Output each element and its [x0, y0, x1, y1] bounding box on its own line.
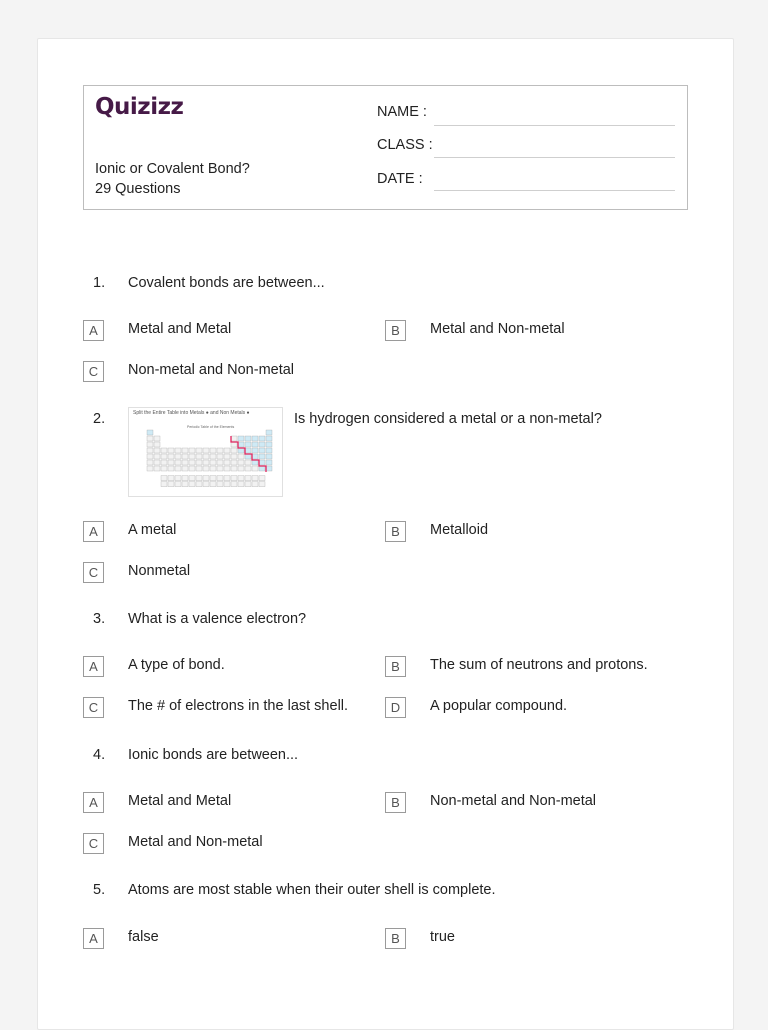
periodic-element-cell: [210, 482, 216, 487]
periodic-element-cell: [147, 436, 153, 441]
periodic-element-cell: [245, 442, 251, 447]
periodic-element-cell: [161, 448, 167, 453]
periodic-element-cell: [252, 454, 258, 459]
periodic-element-cell: [266, 430, 272, 435]
periodic-element-cell: [252, 482, 258, 487]
periodic-element-cell: [238, 482, 244, 487]
periodic-element-cell: [210, 466, 216, 471]
question-count: 29 Questions: [95, 181, 181, 197]
name-label: NAME :: [377, 104, 427, 120]
periodic-element-cell: [266, 436, 272, 441]
option-text: A popular compound.: [430, 698, 568, 714]
periodic-element-cell: [189, 476, 195, 481]
periodic-element-cell: [203, 466, 209, 471]
periodic-element-cell: [182, 476, 188, 481]
periodic-element-cell: [154, 466, 160, 471]
periodic-element-cell: [252, 460, 258, 465]
periodic-element-cell: [259, 448, 265, 453]
periodic-element-cell: [259, 482, 265, 487]
periodic-element-cell: [182, 448, 188, 453]
option-letter-box: B: [385, 928, 406, 949]
option-text: Metal and Metal: [128, 321, 232, 337]
option-letter-box: C: [83, 562, 104, 583]
periodic-element-cell: [147, 430, 153, 435]
periodic-element-cell: [252, 442, 258, 447]
question-text: Atoms are most stable when their outer shell is complete.: [128, 882, 496, 898]
periodic-element-cell: [224, 476, 230, 481]
periodic-element-cell: [224, 482, 230, 487]
option-letter-box: A: [83, 928, 104, 949]
periodic-element-cell: [175, 460, 181, 465]
periodic-element-cell: [203, 454, 209, 459]
periodic-element-cell: [266, 460, 272, 465]
option-text: Metal and Non-metal: [430, 321, 565, 337]
periodic-element-cell: [266, 466, 272, 471]
periodic-element-cell: [189, 448, 195, 453]
periodic-element-cell: [238, 460, 244, 465]
periodic-element-cell: [259, 436, 265, 441]
option-letter-box: B: [385, 656, 406, 677]
periodic-element-cell: [175, 482, 181, 487]
option-letter-box: D: [385, 697, 406, 718]
periodic-element-cell: [266, 442, 272, 447]
periodic-element-cell: [161, 466, 167, 471]
periodic-element-cell: [210, 460, 216, 465]
periodic-element-cell: [252, 466, 258, 471]
periodic-element-cell: [182, 460, 188, 465]
periodic-element-cell: [175, 454, 181, 459]
option-text: false: [128, 929, 159, 945]
periodic-element-cell: [161, 476, 167, 481]
option-letter-box: B: [385, 320, 406, 341]
option-letter-box: A: [83, 521, 104, 542]
periodic-element-cell: [168, 454, 174, 459]
periodic-element-cell: [196, 466, 202, 471]
periodic-element-cell: [175, 448, 181, 453]
periodic-element-cell: [259, 466, 265, 471]
periodic-element-cell: [238, 436, 244, 441]
periodic-element-cell: [189, 454, 195, 459]
option-letter-box: A: [83, 656, 104, 677]
option-text: A type of bond.: [128, 657, 225, 673]
periodic-element-cell: [154, 454, 160, 459]
option-letter-box: B: [385, 792, 406, 813]
periodic-element-cell: [231, 476, 237, 481]
periodic-element-cell: [147, 448, 153, 453]
question-text: Ionic bonds are between...: [128, 747, 299, 763]
periodic-element-cell: [217, 476, 223, 481]
date-label: DATE :: [377, 171, 423, 187]
periodic-element-cell: [175, 476, 181, 481]
periodic-element-cell: [245, 482, 251, 487]
periodic-element-cell: [238, 466, 244, 471]
option-text: true: [430, 929, 455, 945]
periodic-element-cell: [168, 482, 174, 487]
periodic-table-subcaption: Periodic Table of the Elements: [187, 425, 235, 429]
question-number: 1.: [93, 275, 106, 291]
periodic-element-cell: [161, 454, 167, 459]
periodic-element-cell: [231, 442, 237, 447]
periodic-element-cell: [161, 460, 167, 465]
periodic-element-cell: [245, 454, 251, 459]
periodic-element-cell: [224, 448, 230, 453]
option-text: The sum of neutrons and protons.: [430, 657, 648, 673]
periodic-element-cell: [224, 454, 230, 459]
periodic-element-cell: [266, 448, 272, 453]
periodic-table-graphic: [129, 408, 282, 496]
periodic-element-cell: [154, 436, 160, 441]
periodic-element-cell: [231, 436, 237, 441]
question-number: 3.: [93, 611, 106, 627]
periodic-element-cell: [196, 448, 202, 453]
periodic-element-cell: [259, 454, 265, 459]
option-text: Metal and Non-metal: [128, 834, 263, 850]
periodic-element-cell: [154, 442, 160, 447]
periodic-table-caption: Split the Entire Table into Metals ● and Non Metals ●: [133, 410, 250, 416]
periodic-element-cell: [217, 448, 223, 453]
periodic-element-cell: [182, 482, 188, 487]
option-letter-box: A: [83, 792, 104, 813]
option-letter-box: C: [83, 361, 104, 382]
periodic-element-cell: [245, 448, 251, 453]
periodic-element-cell: [175, 466, 181, 471]
periodic-element-cell: [182, 466, 188, 471]
periodic-element-cell: [217, 466, 223, 471]
periodic-element-cell: [217, 460, 223, 465]
periodic-element-cell: [168, 460, 174, 465]
periodic-element-cell: [238, 454, 244, 459]
periodic-element-cell: [231, 448, 237, 453]
periodic-element-cell: [210, 476, 216, 481]
periodic-element-cell: [196, 482, 202, 487]
periodic-element-cell: [252, 436, 258, 441]
periodic-element-cell: [252, 448, 258, 453]
periodic-element-cell: [231, 466, 237, 471]
option-text: Non-metal and Non-metal: [430, 793, 597, 809]
periodic-element-cell: [238, 448, 244, 453]
periodic-element-cell: [231, 454, 237, 459]
periodic-element-cell: [189, 466, 195, 471]
periodic-element-cell: [196, 476, 202, 481]
periodic-element-cell: [168, 448, 174, 453]
worksheet-header: [83, 85, 688, 210]
periodic-element-cell: [147, 454, 153, 459]
question-number: 4.: [93, 747, 106, 763]
periodic-element-cell: [147, 466, 153, 471]
periodic-element-cell: [231, 482, 237, 487]
periodic-element-cell: [224, 466, 230, 471]
option-text: Nonmetal: [128, 563, 191, 579]
periodic-element-cell: [259, 476, 265, 481]
option-letter-box: C: [83, 697, 104, 718]
periodic-element-cell: [238, 442, 244, 447]
periodic-element-cell: [245, 476, 251, 481]
option-text: Metalloid: [430, 522, 489, 538]
option-letter-box: B: [385, 521, 406, 542]
periodic-element-cell: [203, 482, 209, 487]
periodic-element-cell: [147, 460, 153, 465]
periodic-element-cell: [210, 448, 216, 453]
question-number: 2.: [93, 411, 106, 427]
periodic-element-cell: [224, 460, 230, 465]
name-line: [434, 125, 675, 126]
periodic-element-cell: [245, 436, 251, 441]
question-text: Is hydrogen considered a metal or a non-metal?: [294, 411, 602, 427]
option-letter-box: C: [83, 833, 104, 854]
quiz-title: Ionic or Covalent Bond?: [95, 161, 250, 177]
class-line: [434, 157, 675, 158]
periodic-element-cell: [203, 460, 209, 465]
option-text: The # of electrons in the last shell.: [128, 698, 349, 714]
periodic-element-cell: [168, 476, 174, 481]
question-number: 5.: [93, 882, 106, 898]
periodic-element-cell: [252, 476, 258, 481]
option-text: Metal and Metal: [128, 793, 232, 809]
periodic-element-cell: [217, 482, 223, 487]
periodic-element-cell: [147, 442, 153, 447]
quizizz-logo: Quizizz: [95, 94, 184, 120]
periodic-element-cell: [203, 448, 209, 453]
option-letter-box: A: [83, 320, 104, 341]
periodic-element-cell: [259, 460, 265, 465]
periodic-element-cell: [203, 476, 209, 481]
question-text: What is a valence electron?: [128, 611, 307, 627]
periodic-element-cell: [189, 460, 195, 465]
periodic-element-cell: [196, 460, 202, 465]
date-line: [434, 190, 675, 191]
periodic-element-cell: [168, 466, 174, 471]
periodic-element-cell: [161, 482, 167, 487]
class-label: CLASS :: [377, 137, 433, 153]
periodic-table-image: [128, 407, 283, 497]
periodic-element-cell: [182, 454, 188, 459]
worksheet-page: [37, 38, 734, 1030]
periodic-element-cell: [217, 454, 223, 459]
periodic-element-cell: [189, 482, 195, 487]
periodic-element-cell: [238, 476, 244, 481]
periodic-element-cell: [154, 460, 160, 465]
periodic-element-cell: [266, 454, 272, 459]
periodic-element-cell: [154, 448, 160, 453]
option-text: A metal: [128, 522, 177, 538]
periodic-element-cell: [245, 460, 251, 465]
question-text: Covalent bonds are between...: [128, 275, 325, 291]
periodic-element-cell: [196, 454, 202, 459]
periodic-element-cell: [210, 454, 216, 459]
periodic-element-cell: [259, 442, 265, 447]
periodic-element-cell: [231, 460, 237, 465]
periodic-element-cell: [245, 466, 251, 471]
option-text: Non-metal and Non-metal: [128, 362, 295, 378]
